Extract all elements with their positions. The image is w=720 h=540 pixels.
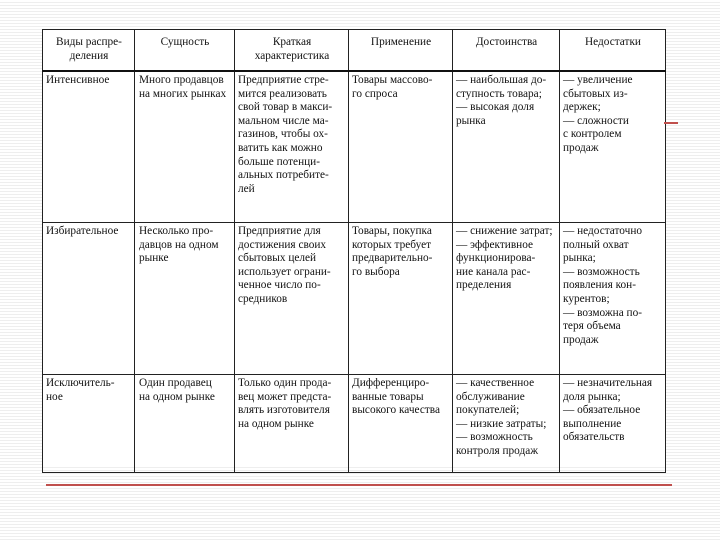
cell-disadvantages: — увеличение сбытовых из- держек; — сложности с контролем продаж [560,71,666,223]
cell-type: Избирательное [43,223,135,375]
cell-disadvantages: — незначительная доля рынка; — обязательное выполнение обязательств [560,375,666,473]
header-advantages: Достоинства [453,30,560,72]
distribution-types-table [42,29,666,473]
cell-essence: Один продавец на одном рынке [135,375,235,473]
cell-type: Интенсивное [43,71,135,223]
header-application: Применение [349,30,453,72]
cell-application: Товары, покупка которых требует предварительно- го выбора [349,223,453,375]
distribution-table-container [42,29,665,465]
table-row [43,375,666,473]
accent-rule-side [664,122,678,124]
cell-type: Исключитель- ное [43,375,135,473]
accent-rule-bottom [46,484,672,486]
header-essence: Сущность [135,30,235,72]
cell-application: Товары массово- го спроса [349,71,453,223]
cell-advantages: — наибольшая до- ступность товара; — высокая доля рынка [453,71,560,223]
cell-essence: Много продавцов на многих рынках [135,71,235,223]
cell-advantages: — качественное обслуживание покупателей; — низкие затраты; — возможность контроля продаж [453,375,560,473]
table-header-row [43,30,666,72]
cell-essence: Несколько про- давцов на одном рынке [135,223,235,375]
cell-characteristic: Только один прода- вец может предста- влять изготовителя на одном рынке [235,375,349,473]
table-row [43,223,666,375]
cell-application: Дифференциро- ванные товары высокого качества [349,375,453,473]
header-disadvantages: Недостатки [560,30,666,72]
cell-disadvantages: — недостаточно полный охват рынка; — возможность появления кон- курентов; — возможна по- теря объема продаж [560,223,666,375]
table-row [43,71,666,223]
header-characteristic: Краткая характеристика [235,30,349,72]
header-distribution-type: Виды распре- деления [43,30,135,72]
cell-advantages: — снижение затрат; — эффективное функционирова- ние канала рас- пределения [453,223,560,375]
cell-characteristic: Предприятие стре- мится реализовать свой товар в макси- мальном числе ма- газинов, чтобы ох- ватить как можно больше потенци- альных потребите- лей [235,71,349,223]
cell-characteristic: Предприятие для достижения своих сбытовых целей использует ограни- ченное число по- средников [235,223,349,375]
